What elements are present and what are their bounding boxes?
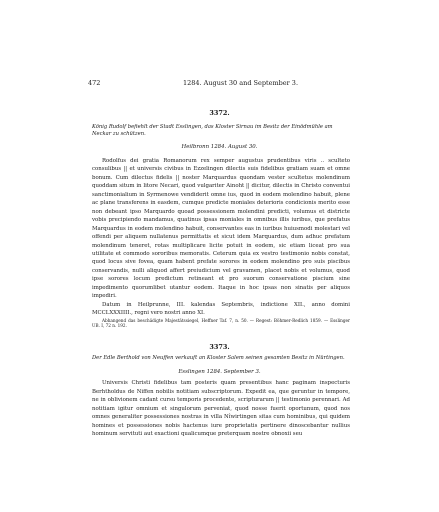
document-number-3372: 3372.: [209, 109, 230, 117]
running-header: [88, 79, 351, 89]
header-date-line: 1284. August 30 and September 3.: [183, 79, 299, 87]
document-body-3373: [92, 379, 350, 439]
place-date-3372: Heilbronn 1284. August 30.: [181, 144, 258, 150]
document-body-3372: [92, 157, 350, 329]
place-date-3373: Esslingen 1284. September 3.: [178, 369, 261, 375]
document-summary-3373: Der Edle Berthold von Neuffen verkauft an Kloster Salem seinen gesamten Besitz in Nürtingen.: [92, 355, 345, 361]
document-number-3373: 3373.: [209, 343, 230, 351]
body-paragraph: Datum in Heilprunne, III. kalendas Septembris, indictione XII., anno domini MCCLXXXIIII., regni vero nostri anno XI.: [92, 301, 350, 317]
page-number: 472: [88, 79, 101, 87]
document-summary-3372: König Rudolf befiehlt der Stadt Esslingen, das Kloster Sirnau im Besitz der Einödmühle am Neckar zu schützen.: [92, 124, 333, 137]
editorial-note: Abhangend das beschädigte Majestätssiegel, Heffner Taf. 7, n. 50. — Regest: Böhmer-Redlich 1859. — Esslinger UB. I, 72 n. 192.: [92, 317, 350, 329]
body-paragraph: Rodolfus dei gratia Romanorum rex semper augustus prudentibus viris .. sculteto consulibus || et universis civibus in Ezzelingen dilectis suis fidelibus gratiam suam et omne bonum. Cum dilectus fidelis || noster Marquardus quondam vester scultetus molendinum quoddam situm in litore Necari, quod vulgariter Ainoht || dicitur, dilectis in Christo conventui sanctimonialium in Syrmenowe vendiderit omne ius, quod in eodem molendino habuit, plene ac plane transferens in easdem, cumque predicte moniales deterioris condicionis merito esse non debeant ipso Marquardo quoad possessionem molendini predicti, volumus et districte vobis precipiendo mandamus, quatinus ipsas moniales in omnibus illis iuribus, que prefatus Marquardus in eodem molendino habuit, conservantes eas in iuribus huiusmodi molestari vel offendi per aliquem nullatenus permittatis et sicut idem Marquardus, dum adhuc prefatum molendinum teneret, rotas multiplicare licite potuit in eodem, sic etiam liceat pro sua utilitate et commodo sororibus memoratis. Ceterum quia ex vestro testimonio nobis constat, quod locus sive fovea, quam habent prefate sorores in eodem molendino pro suis piscibus conservandis, nulli aliquod affert preiudicium vel gravamen, placet nobis et volumus, quod ipse sorores locum predictum retineant et pro suorum conservatione piscium sine impedimento quorumlibet utantur eodem. Itaque in hoc ipsas non sinatis per aliquos impediri.: [92, 158, 350, 300]
body-paragraph: Universis Christi fidelibus tam posteris quam presentibus hanc paginam inspecturis Berhtholdus de Niffen nobilis notitiam subscriptorum. Expedit ea, que geruntur in tempore, ne in oblivionem cadant cursu temporis procedente, scripturarum || testimonio perennari. Ad notitiam igitur omnium et singulorum perveniat, quod nosse fuerit oportunum, quod nos omnes generaliter possessiones nostras in villa Nîwirtingen sitas cum hominibus, qui quidem homines et possessiones nobis hactenus iure proprietatis pertinere dinoscebantur nullius hominum servituti aut exactioni qualicumque preterquam nostre obnoxii seu: [92, 380, 350, 437]
